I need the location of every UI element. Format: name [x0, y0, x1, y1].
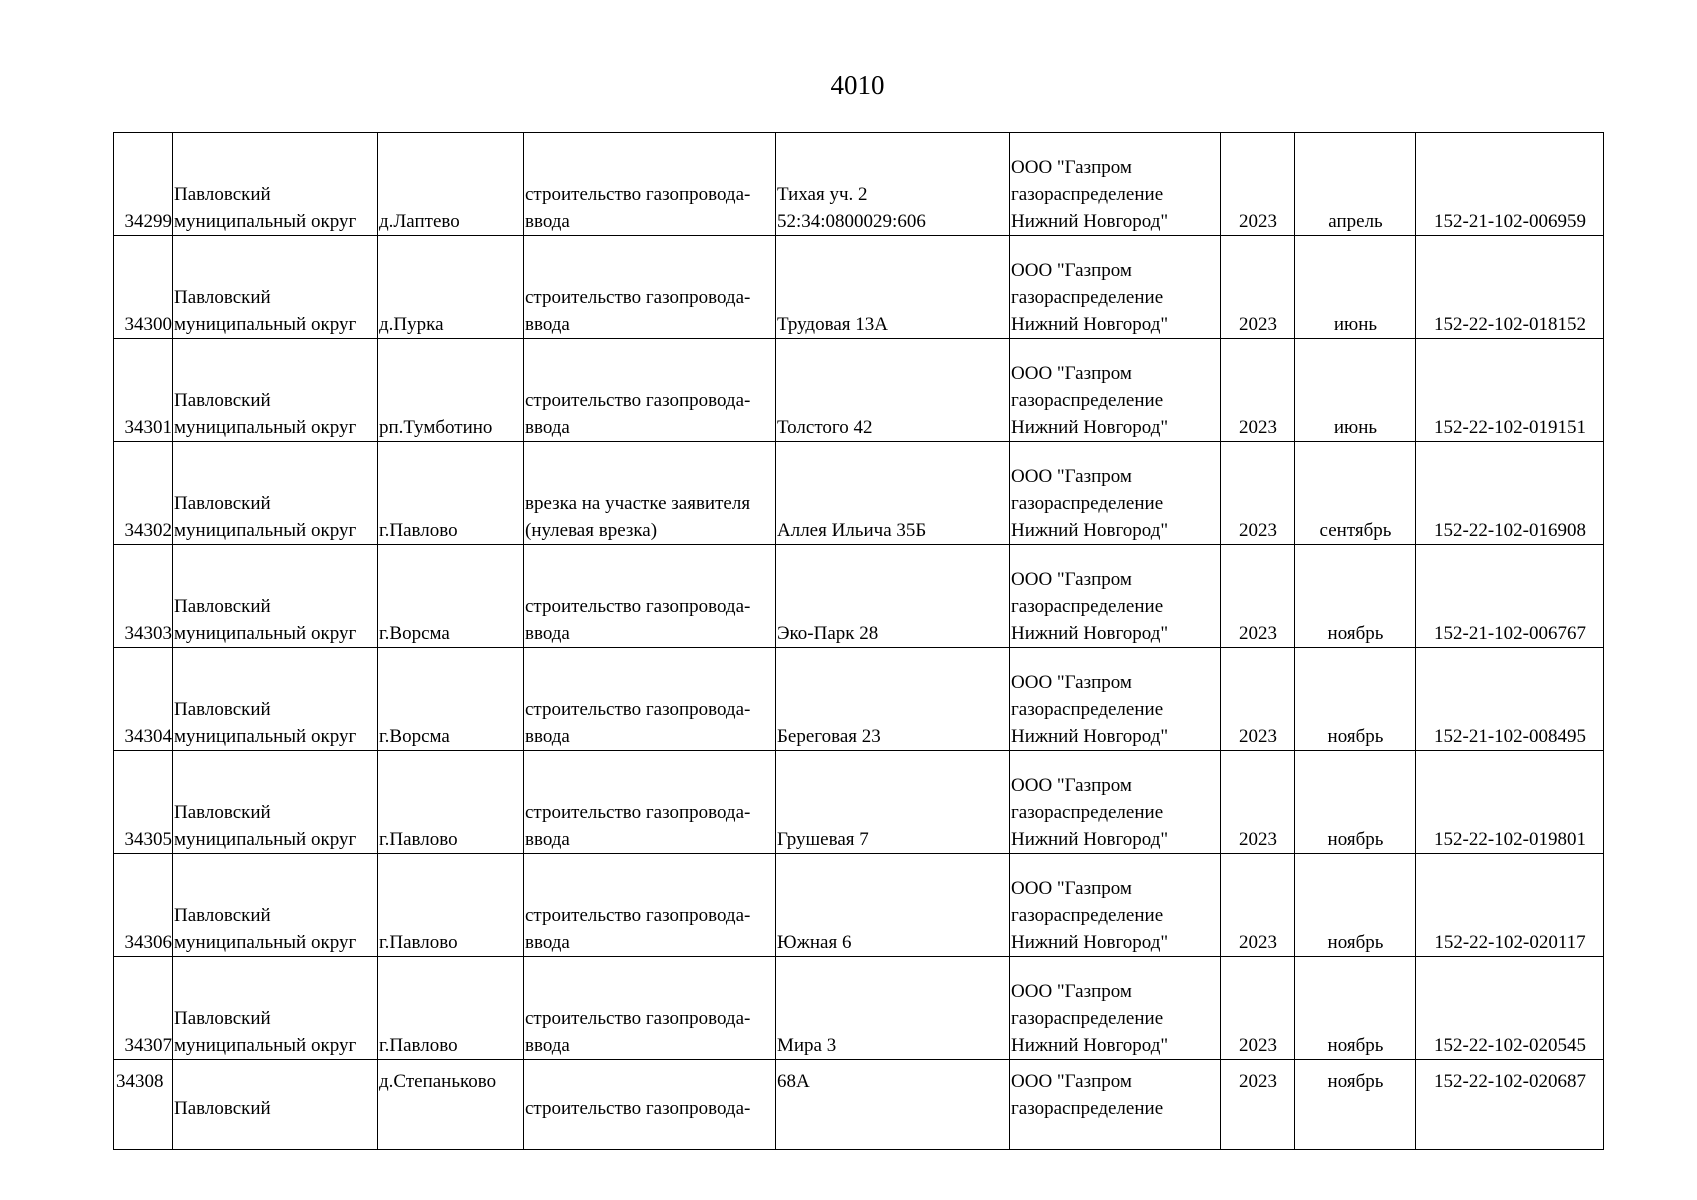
district-cell [173, 236, 378, 339]
row-number-line: 34305 [124, 829, 172, 850]
district-cell [173, 339, 378, 442]
organization-cell-line: ООО "Газпром [1011, 878, 1132, 899]
address-cell-line: Береговая 23 [777, 726, 881, 747]
address-cell [776, 545, 1010, 648]
work-type-cell [524, 1060, 776, 1150]
code-cell [1416, 236, 1604, 339]
year-cell-line: 2023 [1239, 1035, 1277, 1056]
month-cell [1295, 442, 1416, 545]
settlement-cell-line: д.Пурка [379, 314, 444, 335]
organization-cell-line: газораспределение [1011, 390, 1164, 411]
settlement-cell-line: г.Ворсма [379, 726, 450, 747]
address-cell [776, 854, 1010, 957]
year-cell [1221, 133, 1295, 236]
address-cell-line: Трудовая 13А [777, 314, 888, 335]
month-cell-line: ноябрь [1327, 1071, 1384, 1092]
address-cell-line: Мира 3 [777, 1035, 837, 1056]
code-cell-line: 152-22-102-019801 [1434, 829, 1586, 850]
organization-cell-line: Нижний Новгород" [1011, 1035, 1169, 1056]
code-cell [1416, 854, 1604, 957]
district-cell-line: муниципальный округ [174, 623, 357, 644]
month-cell [1295, 957, 1416, 1060]
organization-cell-line: Нижний Новгород" [1011, 829, 1169, 850]
work-type-cell-line: ввода [525, 829, 570, 850]
organization-cell-line: газораспределение [1011, 493, 1164, 514]
work-type-cell-line: строительство газопровода- [525, 699, 751, 720]
settlement-cell [378, 545, 524, 648]
organization-cell-line: газораспределение [1011, 596, 1164, 617]
settlement-cell-line: рп.Тумботино [379, 417, 493, 438]
code-cell [1416, 545, 1604, 648]
work-type-cell-line: строительство газопровода- [525, 596, 751, 617]
settlement-cell [378, 1060, 524, 1150]
district-cell [173, 133, 378, 236]
organization-cell [1010, 133, 1221, 236]
organization-cell-line: газораспределение [1011, 1008, 1164, 1029]
district-cell-line: муниципальный округ [174, 1035, 357, 1056]
organization-cell-line [1011, 1122, 1220, 1149]
organization-cell-line: ООО "Газпром [1011, 363, 1132, 384]
year-cell [1221, 1060, 1295, 1150]
organization-cell-line: ООО "Газпром [1011, 775, 1132, 796]
district-cell [173, 957, 378, 1060]
table-body [114, 133, 1604, 1150]
work-type-cell-line: ввода [525, 726, 570, 747]
address-cell-line: Аллея Ильича 35Б [777, 520, 927, 541]
row-number [114, 133, 173, 236]
year-cell-line: 2023 [1239, 1071, 1277, 1092]
month-cell [1295, 545, 1416, 648]
organization-cell-line: ООО "Газпром [1011, 981, 1132, 1002]
work-type-cell [524, 339, 776, 442]
month-cell [1295, 854, 1416, 957]
settlement-cell [378, 339, 524, 442]
district-cell-line: Павловский [174, 802, 271, 823]
organization-cell-line: газораспределение [1011, 1098, 1164, 1119]
organization-cell [1010, 442, 1221, 545]
month-cell [1295, 648, 1416, 751]
row-number [114, 751, 173, 854]
work-type-cell-line: ввода [525, 417, 570, 438]
row-number [114, 854, 173, 957]
settlement-cell [378, 236, 524, 339]
year-cell [1221, 339, 1295, 442]
address-cell [776, 1060, 1010, 1150]
work-type-cell [524, 442, 776, 545]
address-cell-line: Южная 6 [777, 932, 852, 953]
row-number [114, 1060, 173, 1150]
district-cell-line: Павловский [174, 596, 271, 617]
work-type-cell-line: ввода [525, 314, 570, 335]
organization-cell-line: ООО "Газпром [1011, 569, 1132, 590]
organization-cell-line: Нижний Новгород" [1011, 417, 1169, 438]
year-cell [1221, 751, 1295, 854]
month-cell-line: ноябрь [1327, 623, 1384, 644]
settlement-cell-line: г.Ворсма [379, 623, 450, 644]
address-cell-line [777, 902, 1009, 929]
address-cell-line [777, 696, 1009, 723]
work-type-cell [524, 751, 776, 854]
code-cell-line: 152-21-102-006767 [1434, 623, 1586, 644]
year-cell [1221, 236, 1295, 339]
work-type-cell-line: ввода [525, 1035, 570, 1056]
address-cell-line [777, 1095, 1009, 1122]
work-type-cell [524, 236, 776, 339]
address-cell [776, 236, 1010, 339]
year-cell-line: 2023 [1239, 417, 1277, 438]
code-cell [1416, 1060, 1604, 1150]
district-cell [173, 751, 378, 854]
district-cell-line: Павловский [174, 493, 271, 514]
settlement-cell-line: г.Павлово [379, 829, 458, 850]
work-type-cell-line: строительство газопровода- [525, 1098, 751, 1119]
organization-cell [1010, 957, 1221, 1060]
address-cell-line: 52:34:0800029:606 [777, 211, 926, 232]
organization-cell-line: Нижний Новгород" [1011, 726, 1169, 747]
address-cell [776, 339, 1010, 442]
row-number-line: 34299 [124, 211, 172, 232]
code-cell-line: 152-22-102-020687 [1434, 1071, 1586, 1092]
address-cell [776, 751, 1010, 854]
row-number-line: 34304 [124, 726, 172, 747]
settlement-cell [378, 442, 524, 545]
district-cell [173, 442, 378, 545]
year-cell-line: 2023 [1239, 623, 1277, 644]
organization-cell-line: газораспределение [1011, 802, 1164, 823]
district-cell-line [174, 1122, 377, 1149]
month-cell-line: ноябрь [1327, 829, 1384, 850]
address-cell-line: Эко-Парк 28 [777, 623, 879, 644]
year-cell [1221, 545, 1295, 648]
settlement-cell-line: г.Павлово [379, 520, 458, 541]
address-cell-line: Грушевая 7 [777, 829, 869, 850]
district-cell-line: Павловский [174, 390, 271, 411]
code-cell [1416, 339, 1604, 442]
district-cell [173, 648, 378, 751]
organization-cell-line: ООО "Газпром [1011, 260, 1132, 281]
month-cell-line: сентябрь [1319, 520, 1392, 541]
work-type-cell-line: строительство газопровода- [525, 1008, 751, 1029]
work-type-cell-line: ввода [525, 932, 570, 953]
district-cell-line: Павловский [174, 184, 271, 205]
month-cell [1295, 1060, 1416, 1150]
code-cell [1416, 957, 1604, 1060]
table-row [114, 957, 1604, 1060]
address-cell-line [777, 799, 1009, 826]
year-cell-line: 2023 [1239, 314, 1277, 335]
year-cell-line: 2023 [1239, 211, 1277, 232]
address-cell [776, 442, 1010, 545]
organization-cell-line: ООО "Газпром [1011, 1071, 1132, 1092]
settlement-cell [378, 751, 524, 854]
year-cell-line: 2023 [1239, 726, 1277, 747]
district-cell-line: муниципальный округ [174, 726, 357, 747]
table-row [114, 751, 1604, 854]
organization-cell-line: газораспределение [1011, 905, 1164, 926]
organization-cell [1010, 339, 1221, 442]
table-row [114, 545, 1604, 648]
district-cell-line: муниципальный округ [174, 417, 357, 438]
records-table [113, 132, 1604, 1150]
settlement-cell-line: д.Лаптево [379, 211, 460, 232]
district-cell-line: муниципальный округ [174, 520, 357, 541]
year-cell [1221, 648, 1295, 751]
year-cell-line: 2023 [1239, 829, 1277, 850]
code-cell-line: 152-21-102-008495 [1434, 726, 1586, 747]
code-cell-line: 152-22-102-019151 [1434, 417, 1586, 438]
district-cell [173, 545, 378, 648]
district-cell-line: муниципальный округ [174, 932, 357, 953]
work-type-cell-line [525, 1122, 775, 1149]
row-number-line: 34301 [124, 417, 172, 438]
organization-cell-line: Нижний Новгород" [1011, 314, 1169, 335]
address-cell-line [777, 284, 1009, 311]
work-type-cell [524, 957, 776, 1060]
address-cell-line [777, 593, 1009, 620]
code-cell-line: 152-22-102-020545 [1434, 1035, 1586, 1056]
organization-cell-line: Нижний Новгород" [1011, 211, 1169, 232]
row-number [114, 339, 173, 442]
district-cell-line: Павловский [174, 905, 271, 926]
organization-cell [1010, 236, 1221, 339]
organization-cell-line: газораспределение [1011, 184, 1164, 205]
table-row [114, 442, 1604, 545]
address-cell-line [777, 490, 1009, 517]
row-number [114, 236, 173, 339]
month-cell [1295, 133, 1416, 236]
month-cell-line: ноябрь [1327, 932, 1384, 953]
month-cell [1295, 751, 1416, 854]
organization-cell [1010, 545, 1221, 648]
work-type-cell [524, 854, 776, 957]
table-row [114, 133, 1604, 236]
organization-cell [1010, 1060, 1221, 1150]
code-cell [1416, 648, 1604, 751]
address-cell [776, 133, 1010, 236]
organization-cell [1010, 648, 1221, 751]
work-type-cell-line: ввода [525, 211, 570, 232]
district-cell-line: Павловский [174, 1008, 271, 1029]
year-cell [1221, 957, 1295, 1060]
district-cell-line: Павловский [174, 287, 271, 308]
work-type-cell-line: врезка на участке заявителя [525, 493, 751, 514]
code-cell-line: 152-22-102-016908 [1434, 520, 1586, 541]
settlement-cell-line: д.Степаньково [379, 1071, 497, 1092]
settlement-cell [378, 957, 524, 1060]
organization-cell-line: ООО "Газпром [1011, 466, 1132, 487]
district-cell-line: муниципальный округ [174, 829, 357, 850]
district-cell [173, 1060, 378, 1150]
month-cell-line: апрель [1328, 211, 1383, 232]
work-type-cell [524, 133, 776, 236]
address-cell [776, 957, 1010, 1060]
settlement-cell-line: г.Павлово [379, 1035, 458, 1056]
month-cell [1295, 339, 1416, 442]
address-cell-line: Толстого 42 [777, 417, 873, 438]
row-number-line: 34302 [124, 520, 172, 541]
row-number-line: 34306 [124, 932, 172, 953]
year-cell-line: 2023 [1239, 932, 1277, 953]
month-cell-line: июнь [1333, 417, 1378, 438]
code-cell-line: 152-22-102-018152 [1434, 314, 1586, 335]
address-cell-line [777, 1005, 1009, 1032]
organization-cell-line: Нижний Новгород" [1011, 932, 1169, 953]
row-number-line: 34303 [124, 623, 172, 644]
organization-cell-line: газораспределение [1011, 699, 1164, 720]
row-number [114, 957, 173, 1060]
month-cell-line: ноябрь [1327, 1035, 1384, 1056]
month-cell [1295, 236, 1416, 339]
row-number [114, 442, 173, 545]
row-number-line: 34307 [124, 1035, 172, 1056]
work-type-cell-line: (нулевая врезка) [525, 520, 658, 541]
year-cell-line: 2023 [1239, 520, 1277, 541]
organization-cell-line: Нижний Новгород" [1011, 623, 1169, 644]
year-cell [1221, 442, 1295, 545]
page-number: 4010 [830, 70, 885, 100]
work-type-cell [524, 648, 776, 751]
work-type-cell-line: ввода [525, 623, 570, 644]
table-row [114, 648, 1604, 751]
address-cell-line: 68А [777, 1071, 810, 1092]
district-cell-line: муниципальный округ [174, 314, 357, 335]
month-cell-line: ноябрь [1327, 726, 1384, 747]
district-cell [173, 854, 378, 957]
settlement-cell [378, 648, 524, 751]
address-cell-line [777, 387, 1009, 414]
organization-cell [1010, 854, 1221, 957]
work-type-cell-line: строительство газопровода- [525, 390, 751, 411]
district-cell-line: муниципальный округ [174, 211, 357, 232]
organization-cell-line: ООО "Газпром [1011, 157, 1132, 178]
work-type-cell-line: строительство газопровода- [525, 184, 751, 205]
address-cell [776, 648, 1010, 751]
year-cell [1221, 854, 1295, 957]
work-type-cell-line: строительство газопровода- [525, 802, 751, 823]
code-cell-line: 152-22-102-020117 [1434, 932, 1586, 953]
organization-cell-line: Нижний Новгород" [1011, 520, 1169, 541]
row-number-line: 34300 [124, 314, 172, 335]
table-row [114, 854, 1604, 957]
settlement-cell [378, 854, 524, 957]
row-number-line: 34308 [116, 1071, 164, 1092]
row-number [114, 545, 173, 648]
code-cell [1416, 751, 1604, 854]
table-row [114, 236, 1604, 339]
district-cell-line: Павловский [174, 699, 271, 720]
code-cell [1416, 133, 1604, 236]
district-cell-line: Павловский [174, 1098, 271, 1119]
table-row [114, 339, 1604, 442]
work-type-cell [524, 545, 776, 648]
organization-cell [1010, 751, 1221, 854]
work-type-cell-line: строительство газопровода- [525, 905, 751, 926]
code-cell [1416, 442, 1604, 545]
address-cell-line: Тихая уч. 2 [777, 184, 868, 205]
work-type-cell-line: строительство газопровода- [525, 287, 751, 308]
code-cell-line: 152-21-102-006959 [1434, 211, 1586, 232]
settlement-cell-line: г.Павлово [379, 932, 458, 953]
organization-cell-line: газораспределение [1011, 287, 1164, 308]
row-number [114, 648, 173, 751]
organization-cell-line: ООО "Газпром [1011, 672, 1132, 693]
settlement-cell [378, 133, 524, 236]
month-cell-line: июнь [1333, 314, 1378, 335]
table-row [114, 1060, 1604, 1150]
